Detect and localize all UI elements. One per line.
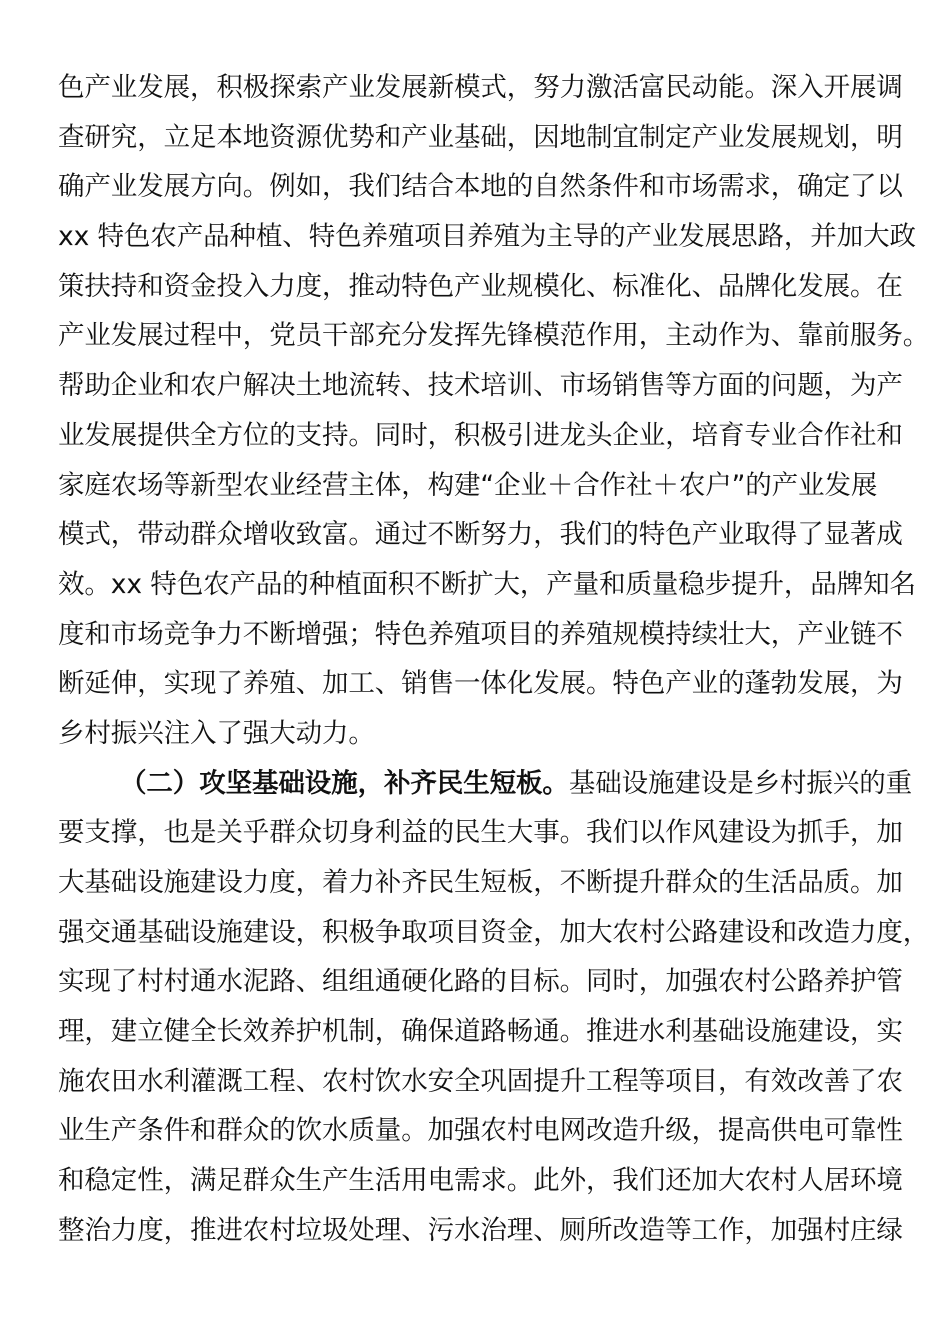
text-line: 色产业发展，积极探索产业发展新模式，努力激活富民动能。深入开展调 [58,72,903,103]
text-line: 大基础设施建设力度，着力补齐民生短板，不断提升群众的生活品质。加 [58,867,903,898]
text-line: 帮助企业和农户解决土地流转、技术培训、市场销售等方面的问题，为产 [58,370,903,402]
text-line: 策扶持和资金投入力度，推动特色产业规模化、标准化、品牌化发展。在 [58,270,903,302]
text-line: 产业发展过程中，党员干部充分发挥先锋模范作用，主动作为、靠前服务。 [58,320,930,352]
text-line: 整治力度，推进农村垃圾处理、污水治理、厕所改造等工作，加强村庄绿 [58,1214,903,1246]
document-body [58,63,930,1256]
text-line: 强交通基础设施建设，积极争取项目资金，加大农村公路建设和改造力度， [58,916,930,948]
text-line: xx 特色农产品种植、特色养殖项目养殖为主导的产业发展思路，并加大政 [58,221,916,253]
text-line: 要支撑，也是关乎群众切身利益的民生大事。我们以作风建设为抓手，加 [58,817,903,849]
text-line: 确产业发展方向。例如，我们结合本地的自然条件和市场需求，确定了以 [58,171,903,203]
text-line: 模式，带动群众增收致富。通过不断努力，我们的特色产业取得了显著成 [58,519,903,551]
section-2-lead-text: 基础设施建设是乡村振兴的重 [568,767,913,799]
text-line: 理，建立健全长效养护机制，确保道路畅通。推进水利基础设施建设，实 [58,1016,903,1048]
text-line: 度和市场竞争力不断增强；特色养殖项目的养殖规模持续壮大，产业链不 [58,618,903,650]
text-line: 业发展提供全方位的支持。同时，积极引进龙头企业，培育专业合作社和 [58,419,903,451]
section-2-heading: （二）攻坚基础设施，补齐民生短板。 [120,767,569,799]
text-line: 家庭农场等新型农业经营主体，构建“企业＋合作社＋农户”的产业发展 [58,469,878,501]
text-line: 业生产条件和群众的饮水质量。加强农村电网改造升级，提高供电可靠性 [58,1115,903,1147]
text-line: 施农田水利灌溉工程、农村饮水安全巩固提升工程等项目，有效改善了农 [58,1065,903,1097]
text-line: 断延伸，实现了养殖、加工、销售一体化发展。特色产业的蓬勃发展，为 [58,668,903,700]
text-line: 效。xx 特色农产品的种植面积不断扩大，产量和质量稳步提升，品牌知名 [58,568,916,600]
text-line: 实现了村村通水泥路、组组通硬化路的目标。同时，加强农村公路养护管 [58,966,903,998]
text-line: 乡村振兴注入了强大动力。 [58,717,375,749]
section-2-first-line [58,759,913,809]
text-line: 和稳定性，满足群众生产生活用电需求。此外，我们还加大农村人居环境 [58,1165,903,1197]
text-line: 查研究，立足本地资源优势和产业基础，因地制宜制定产业发展规划，明 [58,121,903,153]
